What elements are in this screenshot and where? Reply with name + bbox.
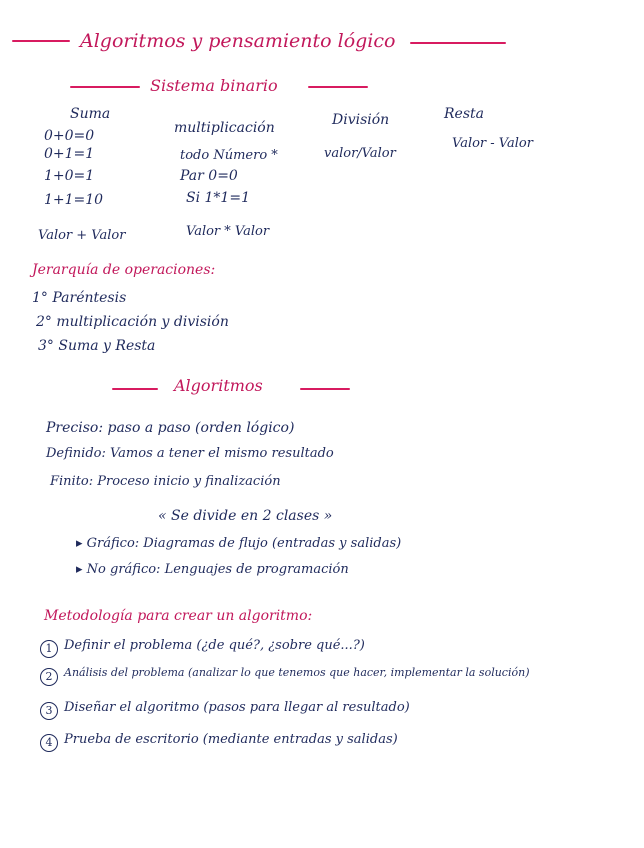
step-number-circle: 2 [40, 668, 58, 686]
metodologia-step: Definir el problema (¿de qué?, ¿sobre qué...?) [64, 638, 365, 653]
resta-label: Resta [444, 106, 484, 122]
step-number-circle: 3 [40, 702, 58, 720]
algoritmos-heading: Algoritmos [174, 376, 263, 395]
suma-row: 1+1=10 [44, 192, 104, 208]
jerarquia-item: 1° Paréntesis [32, 290, 127, 306]
binary-rule-right [308, 86, 368, 88]
multiplicacion-row: todo Número * [180, 148, 278, 163]
title-rule-left [12, 40, 70, 42]
step-number-circle: 4 [40, 734, 58, 752]
binary-rule-left [70, 86, 140, 88]
suma-row: 0+1=1 [44, 146, 95, 162]
jerarquia-item: 3° Suma y Resta [38, 338, 156, 354]
suma-row: 0+0=0 [44, 128, 95, 144]
jerarquia-heading: Jerarquía de operaciones: [32, 262, 216, 278]
suma-footer: Valor + Valor [38, 228, 126, 243]
title-rule-right [410, 42, 506, 44]
clase-item: ▸ Gráfico: Diagramas de flujo (entradas y salidas) [76, 536, 402, 551]
multiplicacion-row: Si 1*1=1 [186, 190, 250, 206]
metodologia-step: Diseñar el algoritmo (pasos para llegar al resultado) [64, 700, 410, 715]
algoritmos-rule-left [112, 388, 158, 390]
algoritmos-prop: Finito: Proceso inicio y finalización [50, 474, 281, 489]
algoritmos-rule-right [300, 388, 350, 390]
clases-heading: « Se divide en 2 clases » [158, 508, 333, 524]
metodologia-step: Análisis del problema (analizar lo que tenemos que hacer, implementar la solución) [64, 666, 530, 679]
page-title: Algoritmos y pensamiento lógico [80, 30, 396, 52]
algoritmos-prop: Definido: Vamos a tener el mismo resultado [46, 446, 334, 461]
binary-heading: Sistema binario [150, 76, 278, 95]
metodologia-heading: Metodología para crear un algoritmo: [44, 608, 313, 624]
resta-row: Valor - Valor [452, 136, 533, 151]
division-label: División [332, 112, 390, 128]
suma-label: Suma [70, 106, 111, 122]
division-row: valor/Valor [324, 146, 396, 161]
step-number-circle: 1 [40, 640, 58, 658]
multiplicacion-label: multiplicación [174, 120, 275, 136]
algoritmos-prop: Preciso: paso a paso (orden lógico) [46, 420, 295, 436]
suma-row: 1+0=1 [44, 168, 95, 184]
jerarquia-item: 2° multiplicación y división [36, 314, 229, 330]
metodologia-step: Prueba de escritorio (mediante entradas y salidas) [64, 732, 398, 747]
multiplicacion-row: Par 0=0 [180, 168, 238, 184]
clase-item: ▸ No gráfico: Lenguajes de programación [76, 562, 349, 577]
multiplicacion-footer: Valor * Valor [186, 224, 270, 239]
